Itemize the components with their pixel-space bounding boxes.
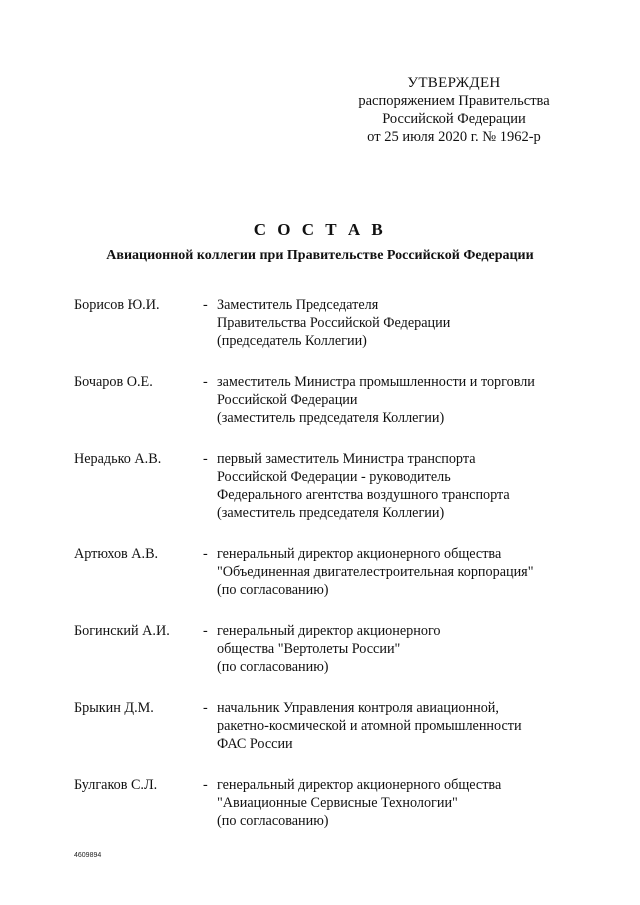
member-position-line: начальник Управления контроля авиационной, <box>217 700 499 716</box>
member-name: Борисов Ю.И. <box>74 297 160 313</box>
member-position-line: Российской Федерации - руководитель <box>217 469 451 485</box>
member-position-line: Правительства Российской Федерации <box>217 315 451 331</box>
member-position-line: Федерального агентства воздушного транспорта <box>217 487 510 503</box>
approval-block <box>330 74 578 146</box>
approved-heading: УТВЕРЖДЕН <box>407 75 501 91</box>
member-name: Нерадько А.В. <box>74 451 162 467</box>
member-position-line: (по согласованию) <box>217 659 329 675</box>
member-name: Богинский А.И. <box>74 623 170 639</box>
member-dash: - <box>203 777 208 793</box>
member-name: Бочаров О.Е. <box>74 374 153 390</box>
member-position-line: генеральный директор акционерного общества <box>217 777 502 793</box>
member-entry <box>74 450 594 522</box>
member-position-line: общества "Вертолеты России" <box>217 641 401 657</box>
member-dash: - <box>203 700 208 716</box>
member-position <box>217 699 594 753</box>
member-name: Брыкин Д.М. <box>74 700 154 716</box>
member-entry <box>74 776 594 830</box>
member-position-line: Заместитель Председателя <box>217 297 379 313</box>
member-entry <box>74 622 594 676</box>
members-list <box>74 296 594 830</box>
member-position-line: (по согласованию) <box>217 582 329 598</box>
member-position-line: (заместитель председателя Коллегии) <box>217 410 445 426</box>
member-position <box>217 776 594 830</box>
member-dash: - <box>203 546 208 562</box>
member-position-line: первый заместитель Министра транспорта <box>217 451 476 467</box>
member-position-line: "Объединенная двигателестроительная корпорация" <box>217 564 534 580</box>
member-position-line: генеральный директор акционерного общества <box>217 546 502 562</box>
member-entry <box>74 545 594 599</box>
member-position-line: заместитель Министра промышленности и торговли <box>217 374 535 390</box>
member-dash: - <box>203 297 208 313</box>
member-position-line: Российской Федерации <box>217 392 358 408</box>
member-entry <box>74 373 594 427</box>
member-name: Артюхов А.В. <box>74 546 159 562</box>
document-subtitle: Авиационной коллегии при Правительстве Российской Федерации <box>106 248 534 263</box>
member-position-line: "Авиационные Сервисные Технологии" <box>217 795 458 811</box>
member-position-line: генеральный директор акционерного <box>217 623 441 639</box>
member-dash: - <box>203 623 208 639</box>
member-position <box>217 296 594 350</box>
member-position <box>217 545 594 599</box>
member-entry <box>74 296 594 350</box>
member-position-line: (заместитель председателя Коллегии) <box>217 505 445 521</box>
document-title: С О С Т А В <box>253 220 387 239</box>
member-position-line: ракетно-космической и атомной промышленности <box>217 718 522 734</box>
member-entry <box>74 699 594 753</box>
member-name: Булгаков С.Л. <box>74 777 158 793</box>
document-code: 4609894 <box>74 852 102 859</box>
member-position-line: ФАС России <box>217 736 293 752</box>
approval-line-1: распоряжением Правительства <box>358 93 550 109</box>
member-dash: - <box>203 374 208 390</box>
member-position-line: (по согласованию) <box>217 813 329 829</box>
approval-line-2: Российской Федерации <box>382 111 526 127</box>
member-position <box>217 373 594 427</box>
member-dash: - <box>203 451 208 467</box>
member-position <box>217 450 594 522</box>
member-position <box>217 622 594 676</box>
approval-date-number: от 25 июля 2020 г. № 1962-р <box>367 129 541 145</box>
member-position-line: (председатель Коллегии) <box>217 333 367 349</box>
